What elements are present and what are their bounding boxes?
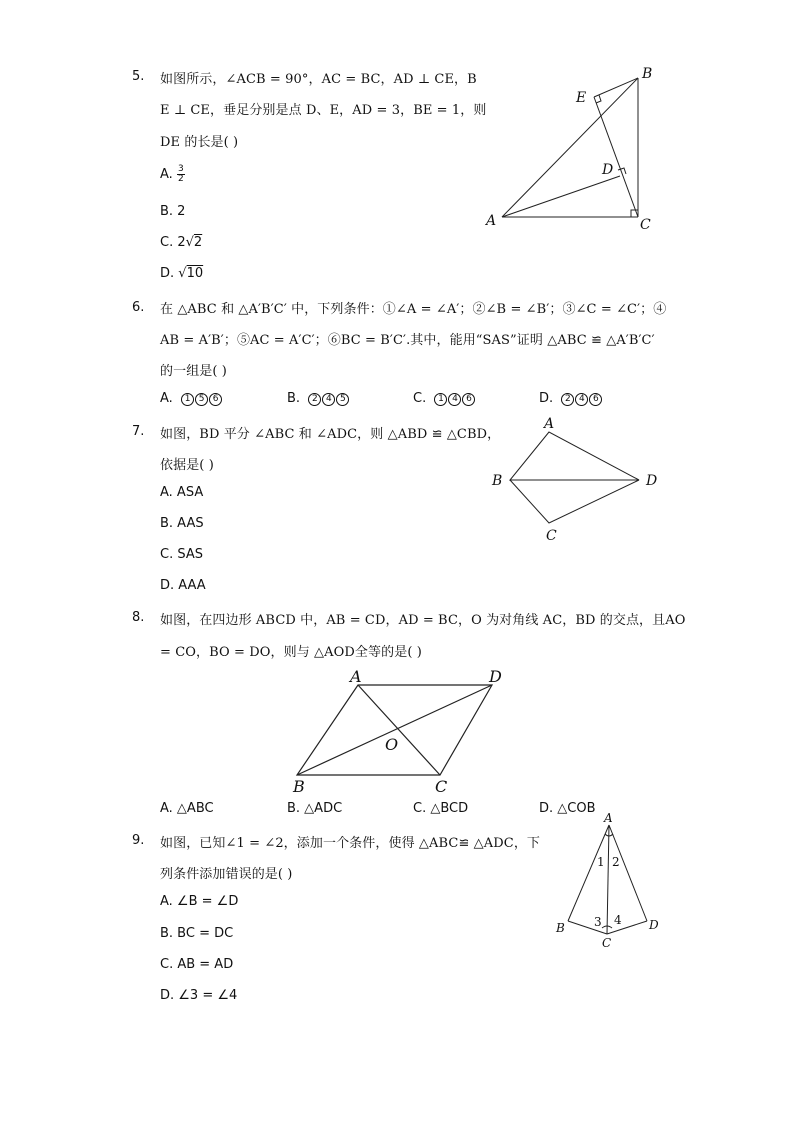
option-a[interactable]: A. 1 5 6	[160, 391, 223, 406]
question-text-line: DE 的长是( )	[160, 135, 239, 150]
segment-ad	[502, 176, 620, 217]
fraction: $\frac{3}{2}$	[177, 164, 184, 184]
label-e: E	[576, 90, 587, 106]
question-text-line: 列条件添加错误的是( )	[160, 867, 293, 882]
label-d: D	[649, 918, 659, 932]
label-d: D	[646, 473, 658, 489]
label-d: D	[489, 667, 502, 686]
figure-q9	[550, 808, 665, 953]
option-b[interactable]: B. AAS	[160, 516, 204, 531]
segment-ab	[502, 78, 638, 217]
label-2: 2	[612, 855, 620, 869]
label-4: 4	[614, 913, 622, 927]
label-a: A	[350, 667, 362, 686]
option-a[interactable]: A. ∠B = ∠D	[160, 894, 239, 909]
figure-q5	[478, 60, 668, 240]
question-text-line: = CO，BO = DO，则与 △AOD全等的是( )	[160, 645, 422, 660]
label-c: C	[435, 777, 448, 796]
label-1: 1	[597, 855, 605, 869]
segment-ac	[607, 825, 609, 934]
option-d[interactable]: D. √10	[160, 266, 204, 281]
option-a[interactable]: A. ASA	[160, 485, 204, 500]
option-c[interactable]: C. 2√2	[160, 235, 203, 250]
label-a: A	[604, 811, 613, 825]
segment-be	[594, 78, 638, 97]
question-text-line: 如图，BD 平分 ∠ABC 和 ∠ADC，则 △ABD ≌ △CBD，	[160, 427, 501, 442]
question-number: 6.	[132, 300, 145, 315]
option-d[interactable]: D. ∠3 = ∠4	[160, 988, 238, 1003]
option-d[interactable]: D. △COB	[539, 801, 596, 816]
triangle-cbd	[510, 480, 639, 523]
question-number: 5.	[132, 69, 145, 84]
option-d[interactable]: D. AAA	[160, 578, 206, 593]
question-text-line: AB = A′B′；⑤AC = A′C′；⑥BC = B′C′.其中，能用“SAS”证明 △ABC ≌ △A′B′C′	[160, 333, 655, 348]
label-c: C	[546, 528, 557, 544]
triangle-abd	[510, 432, 639, 480]
option-c[interactable]: C. SAS	[160, 547, 203, 562]
label-3: 3	[594, 915, 602, 929]
question-number: 7.	[132, 424, 145, 439]
option-c[interactable]: C. AB = AD	[160, 957, 234, 972]
option-d[interactable]: D. 2 4 6	[539, 391, 603, 406]
label-o: O	[385, 735, 399, 754]
question-text-line: 如图所示，∠ACB = 90°，AC = BC，AD ⊥ CE，B	[160, 72, 477, 87]
label-b: B	[556, 921, 565, 935]
segment-ab	[568, 825, 609, 921]
option-a[interactable]: A. △ABC	[160, 801, 214, 816]
question-number: 8.	[132, 610, 145, 625]
label-c: C	[602, 936, 612, 950]
segment-ad	[609, 825, 647, 921]
figure-q8	[285, 662, 515, 797]
label-b: B	[642, 66, 653, 82]
question-text-line: E ⊥ CE，垂足分别是点 D、E，AD = 3，BE = 1，则	[160, 103, 487, 118]
segment-dc	[607, 921, 647, 934]
label-d: D	[602, 162, 614, 178]
option-a[interactable]: A. $\frac{3}{2}$	[160, 164, 184, 184]
question-text-line: 在 △ABC 和 △A′B′C′ 中，下列条件：①∠A = ∠A′；②∠B = ∠B′；③∠C = ∠C′；④	[160, 302, 667, 317]
figure-q7	[484, 412, 664, 547]
option-b[interactable]: B. △ADC	[287, 801, 343, 816]
option-b[interactable]: B. 2	[160, 204, 186, 219]
label-b: B	[492, 473, 503, 489]
question-text-line: 如图，在四边形 ABCD 中，AB = CD，AD = BC，O 为对角线 AC，BD 的交点，且AO	[160, 613, 686, 628]
question-text-line: 依据是( )	[160, 458, 214, 473]
label-c: C	[640, 217, 651, 233]
question-text-line: 如图，已知∠1 = ∠2，添加一个条件，使得 △ABC≌ △ADC，下	[160, 836, 541, 851]
option-c[interactable]: C. 1 4 6	[413, 391, 476, 406]
option-c[interactable]: C. △BCD	[413, 801, 469, 816]
label-a: A	[544, 416, 555, 432]
label-b: B	[293, 777, 305, 796]
segment-ce	[594, 97, 638, 217]
option-b[interactable]: B. 2 4 5	[287, 391, 350, 406]
option-b[interactable]: B. BC = DC	[160, 926, 234, 941]
label-a: A	[486, 213, 497, 229]
diagonal-bd	[297, 685, 492, 775]
question-number: 9.	[132, 833, 145, 848]
question-text-line: 的一组是( )	[160, 364, 227, 379]
diagonal-ac	[358, 685, 440, 775]
